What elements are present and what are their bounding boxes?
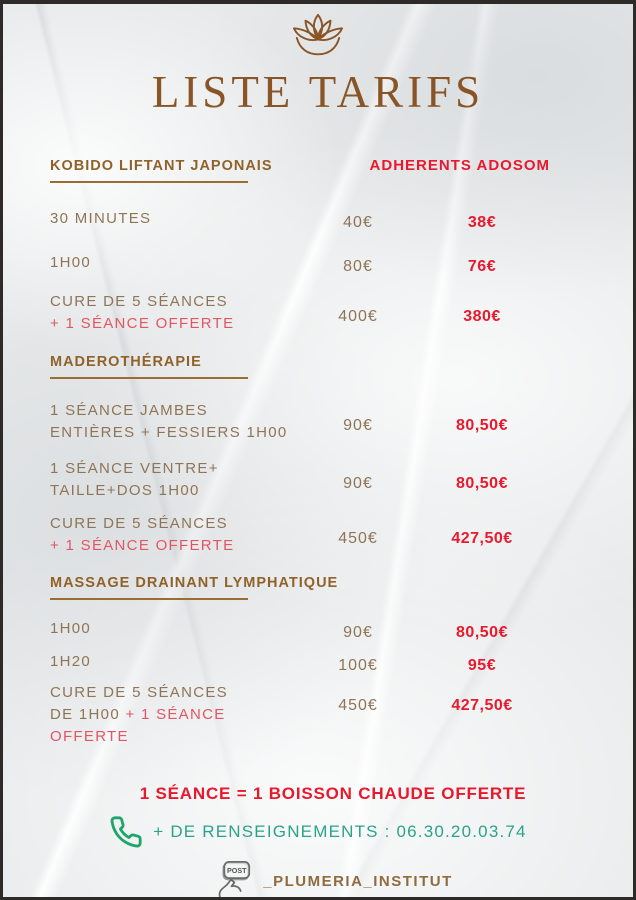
service-price: 90€ [343, 417, 373, 434]
promo-banner: 1 SÉANCE = 1 BOISSON CHAUDE OFFERTE [139, 784, 527, 803]
service-row [50, 682, 550, 748]
service-description: 1H00 [50, 620, 92, 637]
section-heading: MADEROTHÉRAPIE [50, 354, 202, 370]
service-description: 1 SÉANCE VENTRE+ TAILLE+DOS 1H00 [50, 460, 219, 499]
adherent-price: 427,50€ [451, 697, 513, 714]
social-handle: _PLUMERIA_INSTITUT [263, 872, 453, 890]
heading-rule [50, 598, 248, 600]
adherent-price: 95€ [467, 657, 497, 674]
adherents-column-header: ADHERENTS ADOSOM [369, 157, 550, 174]
section-massage-header [50, 574, 550, 600]
service-price: 90€ [343, 624, 373, 641]
adherent-price: 76€ [467, 258, 497, 275]
section-kobido-header [50, 157, 550, 183]
service-row [50, 618, 550, 640]
phone-info-text: + DE RENSEIGNEMENTS : 06.30.20.03.74 [153, 822, 527, 841]
adherent-price: 80,50€ [456, 417, 508, 434]
info-line [3, 810, 633, 854]
service-row [50, 208, 550, 230]
section-maderotherapie-header [50, 353, 550, 379]
svg-text:POST: POST [227, 866, 247, 875]
phone-icon [109, 815, 143, 849]
service-description: 1H20 [50, 653, 92, 670]
post-button-icon [209, 858, 255, 900]
service-description: CURE DE 5 SÉANCES DE 1H00 + 1 SÉANCE OFFERTE [50, 684, 228, 745]
adherent-price: 38€ [467, 214, 497, 231]
service-row [50, 291, 550, 335]
service-price: 90€ [343, 475, 373, 492]
section-heading: KOBIDO LIFTANT JAPONAIS [50, 158, 273, 174]
lotus-icon [3, 12, 633, 62]
service-description: 1H00 [50, 254, 92, 271]
service-price: 450€ [338, 530, 378, 547]
heading-rule [50, 377, 248, 379]
service-row [50, 458, 550, 502]
service-price: 100€ [338, 657, 378, 674]
service-description: 1 SÉANCE JAMBES ENTIÈRES + FESSIERS 1H00 [50, 402, 288, 441]
service-price: 400€ [338, 308, 378, 325]
service-price: 450€ [338, 697, 378, 714]
heading-rule [50, 181, 248, 183]
service-row [50, 252, 550, 274]
service-row [50, 400, 550, 444]
service-description: CURE DE 5 SÉANCES + 1 SÉANCE OFFERTE [50, 293, 235, 332]
service-price: 40€ [343, 214, 373, 231]
service-price: 80€ [343, 258, 373, 275]
service-description: 30 MINUTES [50, 210, 152, 227]
adherent-price: 380€ [463, 308, 501, 325]
page-title: LISTE TARIFS [151, 67, 485, 117]
service-row [50, 651, 550, 673]
adherent-price: 427,50€ [451, 530, 513, 547]
social-line [3, 858, 633, 900]
service-row [50, 513, 550, 557]
adherent-price: 80,50€ [456, 475, 508, 492]
service-description: CURE DE 5 SÉANCES + 1 SÉANCE OFFERTE [50, 515, 235, 554]
section-heading: MASSAGE DRAINANT LYMPHATIQUE [50, 575, 339, 591]
adherent-price: 80,50€ [456, 624, 508, 641]
